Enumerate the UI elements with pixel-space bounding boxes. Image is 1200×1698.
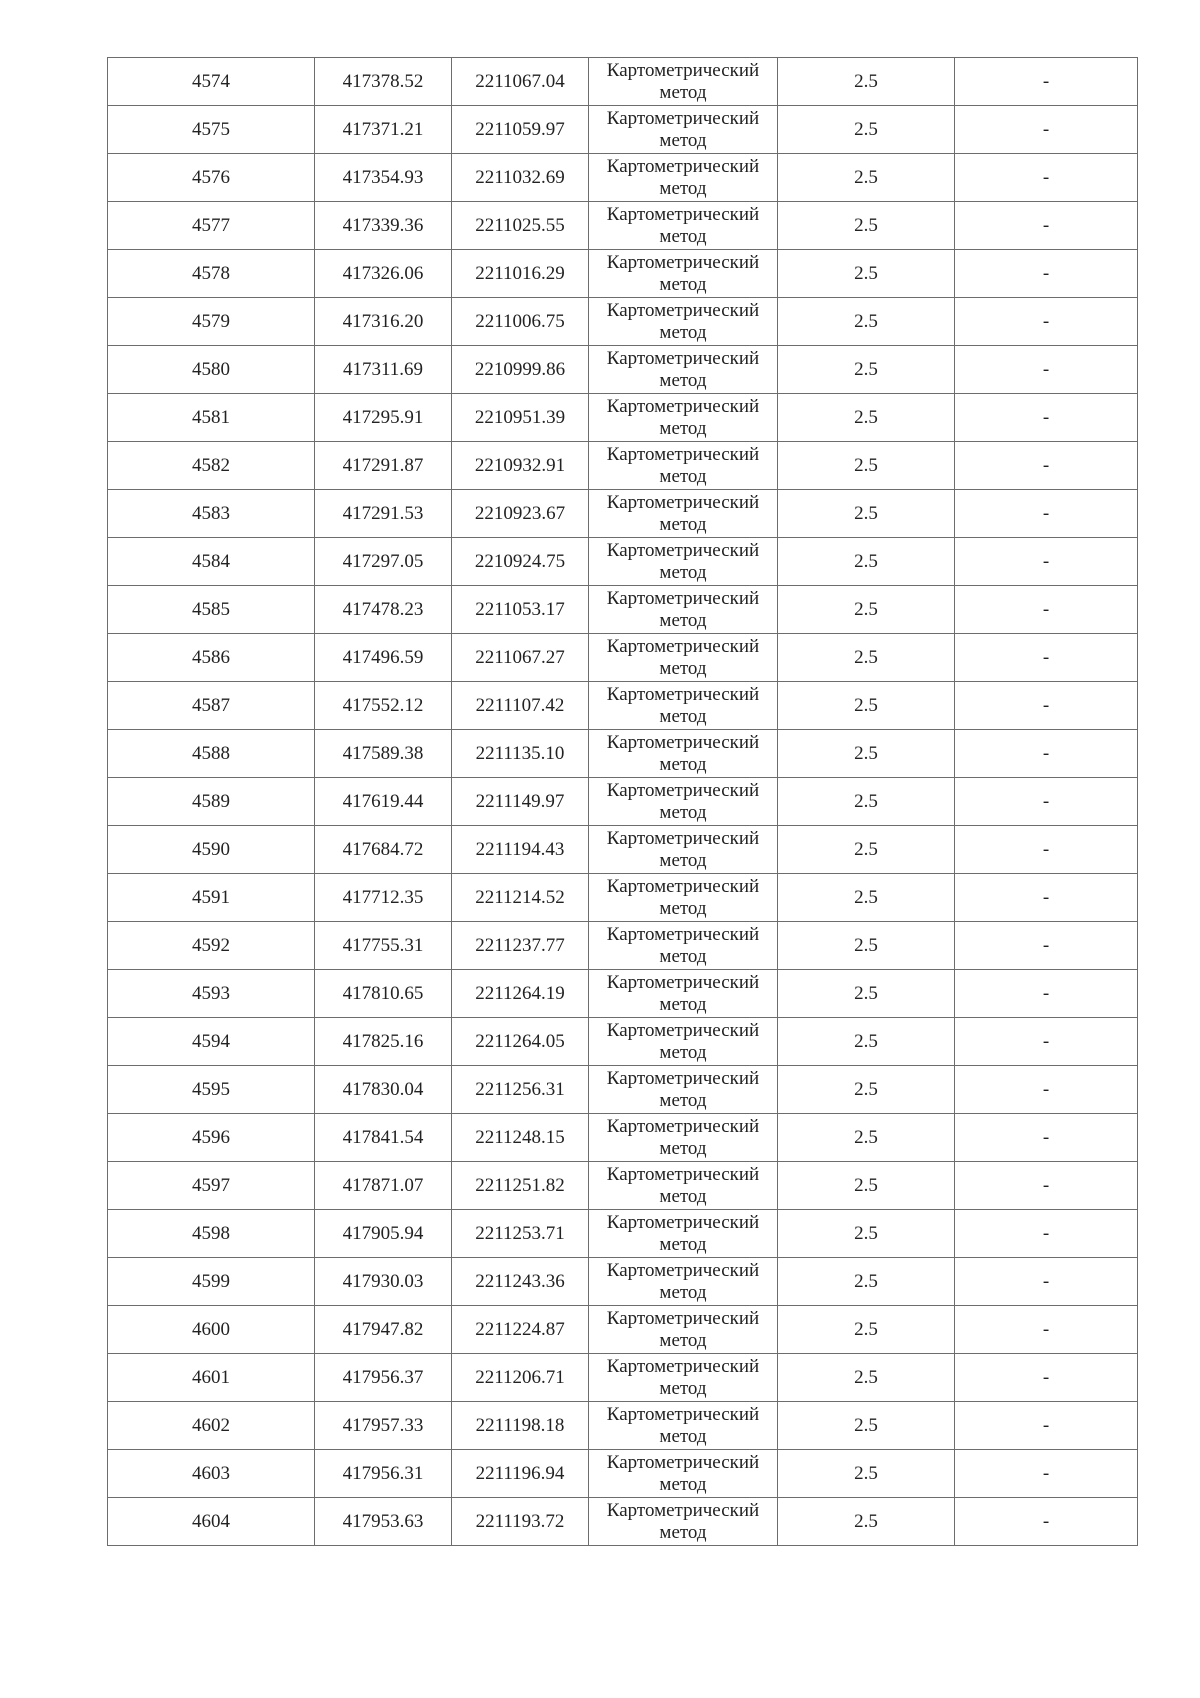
method-cell <box>589 298 778 346</box>
method-cell <box>589 682 778 730</box>
method-line-2: метод <box>659 1281 707 1303</box>
table-row <box>108 922 1138 970</box>
method-cell <box>589 826 778 874</box>
table-row <box>108 346 1138 394</box>
accuracy-cell: 2.5 <box>778 970 955 1018</box>
point-number-cell: 4599 <box>108 1258 315 1306</box>
method-line-2: метод <box>659 561 707 583</box>
table-row <box>108 1498 1138 1546</box>
y-coordinate-cell: 2211053.17 <box>452 586 589 634</box>
method-line-2: метод <box>659 897 707 919</box>
y-coordinate-cell: 2211107.42 <box>452 682 589 730</box>
method-line-1: Картометрический <box>606 1019 760 1041</box>
point-number-cell: 4576 <box>108 154 315 202</box>
y-coordinate-cell: 2211059.97 <box>452 106 589 154</box>
x-coordinate-cell: 417291.87 <box>315 442 452 490</box>
point-number-cell: 4594 <box>108 1018 315 1066</box>
accuracy-cell: 2.5 <box>778 1354 955 1402</box>
method-cell <box>589 1066 778 1114</box>
point-number-cell: 4597 <box>108 1162 315 1210</box>
method-line-2: метод <box>659 609 707 631</box>
point-number-cell: 4582 <box>108 442 315 490</box>
note-cell: - <box>955 634 1138 682</box>
y-coordinate-cell: 2210999.86 <box>452 346 589 394</box>
y-coordinate-cell: 2211264.19 <box>452 970 589 1018</box>
method-line-1: Картометрический <box>606 107 760 129</box>
note-cell: - <box>955 970 1138 1018</box>
method-cell <box>589 1162 778 1210</box>
x-coordinate-cell: 417905.94 <box>315 1210 452 1258</box>
x-coordinate-cell: 417841.54 <box>315 1114 452 1162</box>
note-cell: - <box>955 1210 1138 1258</box>
table-row <box>108 970 1138 1018</box>
point-number-cell: 4595 <box>108 1066 315 1114</box>
note-cell: - <box>955 58 1138 106</box>
table-row <box>108 1162 1138 1210</box>
y-coordinate-cell: 2211253.71 <box>452 1210 589 1258</box>
point-number-cell: 4589 <box>108 778 315 826</box>
point-number-cell: 4602 <box>108 1402 315 1450</box>
x-coordinate-cell: 417295.91 <box>315 394 452 442</box>
method-line-1: Картометрический <box>606 1403 760 1425</box>
x-coordinate-cell: 417810.65 <box>315 970 452 1018</box>
accuracy-cell: 2.5 <box>778 394 955 442</box>
y-coordinate-cell: 2211251.82 <box>452 1162 589 1210</box>
x-coordinate-cell: 417589.38 <box>315 730 452 778</box>
method-cell <box>589 250 778 298</box>
x-coordinate-cell: 417339.36 <box>315 202 452 250</box>
method-line-2: метод <box>659 177 707 199</box>
y-coordinate-cell: 2211194.43 <box>452 826 589 874</box>
method-line-2: метод <box>659 1521 707 1543</box>
accuracy-cell: 2.5 <box>778 1018 955 1066</box>
method-line-2: метод <box>659 657 707 679</box>
method-line-2: метод <box>659 1089 707 1111</box>
accuracy-cell: 2.5 <box>778 346 955 394</box>
table-row <box>108 538 1138 586</box>
accuracy-cell: 2.5 <box>778 874 955 922</box>
note-cell: - <box>955 730 1138 778</box>
x-coordinate-cell: 417354.93 <box>315 154 452 202</box>
accuracy-cell: 2.5 <box>778 586 955 634</box>
accuracy-cell: 2.5 <box>778 826 955 874</box>
method-cell <box>589 586 778 634</box>
method-cell <box>589 394 778 442</box>
accuracy-cell: 2.5 <box>778 778 955 826</box>
note-cell: - <box>955 442 1138 490</box>
x-coordinate-cell: 417371.21 <box>315 106 452 154</box>
note-cell: - <box>955 1306 1138 1354</box>
note-cell: - <box>955 106 1138 154</box>
method-line-1: Картометрический <box>606 1355 760 1377</box>
method-line-1: Картометрический <box>606 539 760 561</box>
note-cell: - <box>955 682 1138 730</box>
y-coordinate-cell: 2211149.97 <box>452 778 589 826</box>
method-line-1: Картометрический <box>606 1115 760 1137</box>
note-cell: - <box>955 1258 1138 1306</box>
x-coordinate-cell: 417378.52 <box>315 58 452 106</box>
y-coordinate-cell: 2210932.91 <box>452 442 589 490</box>
method-line-2: метод <box>659 321 707 343</box>
point-number-cell: 4600 <box>108 1306 315 1354</box>
table-row <box>108 154 1138 202</box>
method-line-1: Картометрический <box>606 443 760 465</box>
y-coordinate-cell: 2211237.77 <box>452 922 589 970</box>
point-number-cell: 4592 <box>108 922 315 970</box>
method-cell <box>589 1114 778 1162</box>
accuracy-cell: 2.5 <box>778 250 955 298</box>
y-coordinate-cell: 2211248.15 <box>452 1114 589 1162</box>
method-line-1: Картометрический <box>606 923 760 945</box>
y-coordinate-cell: 2211243.36 <box>452 1258 589 1306</box>
table-row <box>108 1402 1138 1450</box>
note-cell: - <box>955 826 1138 874</box>
note-cell: - <box>955 250 1138 298</box>
x-coordinate-cell: 417326.06 <box>315 250 452 298</box>
point-number-cell: 4581 <box>108 394 315 442</box>
y-coordinate-cell: 2211067.27 <box>452 634 589 682</box>
note-cell: - <box>955 1018 1138 1066</box>
method-line-1: Картометрический <box>606 395 760 417</box>
point-number-cell: 4586 <box>108 634 315 682</box>
note-cell: - <box>955 394 1138 442</box>
table-row <box>108 490 1138 538</box>
accuracy-cell: 2.5 <box>778 1210 955 1258</box>
y-coordinate-cell: 2211214.52 <box>452 874 589 922</box>
x-coordinate-cell: 417871.07 <box>315 1162 452 1210</box>
method-line-1: Картометрический <box>606 1259 760 1281</box>
method-cell <box>589 1258 778 1306</box>
coordinates-table <box>107 57 1138 1546</box>
method-line-2: метод <box>659 1425 707 1447</box>
point-number-cell: 4593 <box>108 970 315 1018</box>
method-line-2: метод <box>659 1329 707 1351</box>
y-coordinate-cell: 2211025.55 <box>452 202 589 250</box>
accuracy-cell: 2.5 <box>778 1162 955 1210</box>
method-line-1: Картометрический <box>606 779 760 801</box>
method-cell <box>589 1018 778 1066</box>
point-number-cell: 4591 <box>108 874 315 922</box>
point-number-cell: 4587 <box>108 682 315 730</box>
note-cell: - <box>955 154 1138 202</box>
method-line-1: Картометрический <box>606 971 760 993</box>
method-line-1: Картометрический <box>606 203 760 225</box>
accuracy-cell: 2.5 <box>778 634 955 682</box>
point-number-cell: 4590 <box>108 826 315 874</box>
y-coordinate-cell: 2210924.75 <box>452 538 589 586</box>
note-cell: - <box>955 490 1138 538</box>
method-line-1: Картометрический <box>606 1163 760 1185</box>
y-coordinate-cell: 2211135.10 <box>452 730 589 778</box>
method-line-1: Картометрический <box>606 1211 760 1233</box>
table-row <box>108 1114 1138 1162</box>
y-coordinate-cell: 2211196.94 <box>452 1450 589 1498</box>
method-line-1: Картометрический <box>606 1451 760 1473</box>
accuracy-cell: 2.5 <box>778 1450 955 1498</box>
table-row <box>108 874 1138 922</box>
method-cell <box>589 1306 778 1354</box>
table-row <box>108 1306 1138 1354</box>
method-line-2: метод <box>659 465 707 487</box>
y-coordinate-cell: 2211264.05 <box>452 1018 589 1066</box>
table-row <box>108 442 1138 490</box>
method-line-1: Картометрический <box>606 587 760 609</box>
note-cell: - <box>955 1498 1138 1546</box>
accuracy-cell: 2.5 <box>778 730 955 778</box>
method-line-2: метод <box>659 1137 707 1159</box>
x-coordinate-cell: 417957.33 <box>315 1402 452 1450</box>
accuracy-cell: 2.5 <box>778 58 955 106</box>
y-coordinate-cell: 2211032.69 <box>452 154 589 202</box>
method-cell <box>589 1498 778 1546</box>
y-coordinate-cell: 2211006.75 <box>452 298 589 346</box>
accuracy-cell: 2.5 <box>778 154 955 202</box>
x-coordinate-cell: 417619.44 <box>315 778 452 826</box>
method-line-2: метод <box>659 1185 707 1207</box>
table-row <box>108 1258 1138 1306</box>
x-coordinate-cell: 417953.63 <box>315 1498 452 1546</box>
table-row <box>108 1450 1138 1498</box>
method-line-1: Картометрический <box>606 59 760 81</box>
table-row <box>108 730 1138 778</box>
x-coordinate-cell: 417830.04 <box>315 1066 452 1114</box>
accuracy-cell: 2.5 <box>778 682 955 730</box>
method-cell <box>589 1210 778 1258</box>
point-number-cell: 4578 <box>108 250 315 298</box>
y-coordinate-cell: 2211198.18 <box>452 1402 589 1450</box>
method-line-1: Картометрический <box>606 875 760 897</box>
x-coordinate-cell: 417947.82 <box>315 1306 452 1354</box>
note-cell: - <box>955 1450 1138 1498</box>
accuracy-cell: 2.5 <box>778 298 955 346</box>
y-coordinate-cell: 2211193.72 <box>452 1498 589 1546</box>
point-number-cell: 4575 <box>108 106 315 154</box>
point-number-cell: 4580 <box>108 346 315 394</box>
method-line-2: метод <box>659 513 707 535</box>
x-coordinate-cell: 417311.69 <box>315 346 452 394</box>
note-cell: - <box>955 1354 1138 1402</box>
table-row <box>108 106 1138 154</box>
method-cell <box>589 154 778 202</box>
method-line-2: метод <box>659 1233 707 1255</box>
accuracy-cell: 2.5 <box>778 1066 955 1114</box>
method-cell <box>589 874 778 922</box>
note-cell: - <box>955 922 1138 970</box>
point-number-cell: 4584 <box>108 538 315 586</box>
method-line-2: метод <box>659 705 707 727</box>
accuracy-cell: 2.5 <box>778 106 955 154</box>
x-coordinate-cell: 417755.31 <box>315 922 452 970</box>
x-coordinate-cell: 417496.59 <box>315 634 452 682</box>
table-row <box>108 826 1138 874</box>
method-line-1: Картометрический <box>606 347 760 369</box>
method-line-2: метод <box>659 801 707 823</box>
method-cell <box>589 922 778 970</box>
method-line-2: метод <box>659 81 707 103</box>
accuracy-cell: 2.5 <box>778 1258 955 1306</box>
table-row <box>108 250 1138 298</box>
note-cell: - <box>955 346 1138 394</box>
table-row <box>108 586 1138 634</box>
note-cell: - <box>955 1162 1138 1210</box>
y-coordinate-cell: 2210923.67 <box>452 490 589 538</box>
x-coordinate-cell: 417684.72 <box>315 826 452 874</box>
point-number-cell: 4596 <box>108 1114 315 1162</box>
x-coordinate-cell: 417291.53 <box>315 490 452 538</box>
note-cell: - <box>955 778 1138 826</box>
table-row <box>108 634 1138 682</box>
x-coordinate-cell: 417297.05 <box>315 538 452 586</box>
accuracy-cell: 2.5 <box>778 442 955 490</box>
accuracy-cell: 2.5 <box>778 1498 955 1546</box>
x-coordinate-cell: 417956.31 <box>315 1450 452 1498</box>
method-cell <box>589 442 778 490</box>
method-cell <box>589 1354 778 1402</box>
note-cell: - <box>955 874 1138 922</box>
method-cell <box>589 538 778 586</box>
table-row <box>108 58 1138 106</box>
accuracy-cell: 2.5 <box>778 202 955 250</box>
method-line-1: Картометрический <box>606 827 760 849</box>
method-line-2: метод <box>659 417 707 439</box>
point-number-cell: 4585 <box>108 586 315 634</box>
x-coordinate-cell: 417825.16 <box>315 1018 452 1066</box>
method-line-1: Картометрический <box>606 635 760 657</box>
point-number-cell: 4577 <box>108 202 315 250</box>
note-cell: - <box>955 1114 1138 1162</box>
method-line-1: Картометрический <box>606 299 760 321</box>
point-number-cell: 4574 <box>108 58 315 106</box>
y-coordinate-cell: 2211224.87 <box>452 1306 589 1354</box>
accuracy-cell: 2.5 <box>778 490 955 538</box>
method-line-2: метод <box>659 1041 707 1063</box>
x-coordinate-cell: 417930.03 <box>315 1258 452 1306</box>
method-cell <box>589 106 778 154</box>
x-coordinate-cell: 417712.35 <box>315 874 452 922</box>
y-coordinate-cell: 2211067.04 <box>452 58 589 106</box>
method-line-1: Картометрический <box>606 251 760 273</box>
note-cell: - <box>955 1066 1138 1114</box>
method-line-2: метод <box>659 849 707 871</box>
method-line-1: Картометрический <box>606 1499 760 1521</box>
y-coordinate-cell: 2211206.71 <box>452 1354 589 1402</box>
method-cell <box>589 730 778 778</box>
point-number-cell: 4583 <box>108 490 315 538</box>
table-row <box>108 202 1138 250</box>
method-cell <box>589 490 778 538</box>
x-coordinate-cell: 417552.12 <box>315 682 452 730</box>
method-line-1: Картометрический <box>606 1307 760 1329</box>
method-line-1: Картометрический <box>606 731 760 753</box>
x-coordinate-cell: 417956.37 <box>315 1354 452 1402</box>
method-line-2: метод <box>659 1473 707 1495</box>
accuracy-cell: 2.5 <box>778 1114 955 1162</box>
method-line-1: Картометрический <box>606 491 760 513</box>
method-line-2: метод <box>659 273 707 295</box>
y-coordinate-cell: 2210951.39 <box>452 394 589 442</box>
table-row <box>108 778 1138 826</box>
method-cell <box>589 634 778 682</box>
method-line-2: метод <box>659 129 707 151</box>
method-line-2: метод <box>659 225 707 247</box>
note-cell: - <box>955 538 1138 586</box>
method-line-2: метод <box>659 369 707 391</box>
x-coordinate-cell: 417478.23 <box>315 586 452 634</box>
point-number-cell: 4598 <box>108 1210 315 1258</box>
coordinates-table-body <box>108 58 1138 1546</box>
method-line-2: метод <box>659 993 707 1015</box>
table-row <box>108 1354 1138 1402</box>
table-row <box>108 1066 1138 1114</box>
accuracy-cell: 2.5 <box>778 538 955 586</box>
method-line-2: метод <box>659 945 707 967</box>
method-cell <box>589 346 778 394</box>
x-coordinate-cell: 417316.20 <box>315 298 452 346</box>
point-number-cell: 4588 <box>108 730 315 778</box>
accuracy-cell: 2.5 <box>778 1306 955 1354</box>
method-cell <box>589 1450 778 1498</box>
note-cell: - <box>955 202 1138 250</box>
table-row <box>108 1210 1138 1258</box>
note-cell: - <box>955 586 1138 634</box>
table-row <box>108 682 1138 730</box>
method-line-2: метод <box>659 753 707 775</box>
method-cell <box>589 970 778 1018</box>
table-row <box>108 394 1138 442</box>
method-line-1: Картометрический <box>606 1067 760 1089</box>
point-number-cell: 4579 <box>108 298 315 346</box>
method-cell <box>589 202 778 250</box>
note-cell: - <box>955 1402 1138 1450</box>
table-row <box>108 298 1138 346</box>
accuracy-cell: 2.5 <box>778 1402 955 1450</box>
point-number-cell: 4601 <box>108 1354 315 1402</box>
method-cell <box>589 58 778 106</box>
method-line-1: Картометрический <box>606 155 760 177</box>
point-number-cell: 4604 <box>108 1498 315 1546</box>
y-coordinate-cell: 2211256.31 <box>452 1066 589 1114</box>
accuracy-cell: 2.5 <box>778 922 955 970</box>
point-number-cell: 4603 <box>108 1450 315 1498</box>
note-cell: - <box>955 298 1138 346</box>
method-cell <box>589 778 778 826</box>
method-cell <box>589 1402 778 1450</box>
table-row <box>108 1018 1138 1066</box>
method-line-2: метод <box>659 1377 707 1399</box>
method-line-1: Картометрический <box>606 683 760 705</box>
y-coordinate-cell: 2211016.29 <box>452 250 589 298</box>
